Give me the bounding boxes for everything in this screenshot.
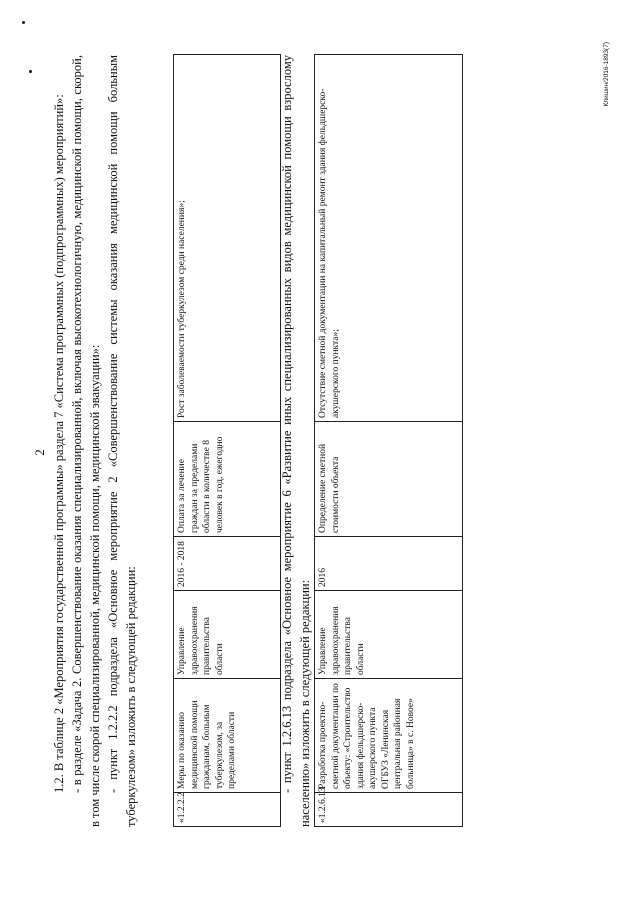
document-code: Клишин/2016-1893(7) xyxy=(603,42,610,107)
cell-result: Определение сметной стоимости объекта xyxy=(315,422,463,537)
cell-measure: Меры по оказанию медицинской помощи гражданам, больным туберкулезом, за пределами области xyxy=(174,679,281,793)
task-paragraph: - в разделе «Задача 2. Совершенствование оказания специализированной, включая высокотехнологичную, медицинской помощи, скорой, в том числе скорой специализированной, медицинской помощи, медицинской эвакуации»: xyxy=(70,55,102,827)
item-1222-paragraph: - пункт 1.2.2.2 подраздела «Основное мероприятие 2 «Совершенствование системы оказания медицинской помощи больным туберкулезом» изложить в следующей редакции: xyxy=(106,55,138,827)
table-row xyxy=(315,55,463,827)
cell-period: 2016 - 2018 xyxy=(174,537,281,591)
cell-consequence: Отсутствие сметной документации на капитальный ремонт здания фельдшерско-акушерского пункта»; xyxy=(315,55,463,422)
cell-number: «1.2.6.13 xyxy=(315,793,463,827)
page-number: 2 xyxy=(32,449,47,456)
table-row xyxy=(174,55,281,827)
cell-result: Оплата за лечение граждан за пределами области в количестве 8 человек в год, ежегодно xyxy=(174,422,281,537)
cell-consequence: Рост заболеваемости туберкулезом среди населения»; xyxy=(174,55,281,422)
item-12613-section xyxy=(278,55,314,827)
item-12613-paragraph: - пункт 1.2.6.13 подраздела «Основное мероприятие 6 «Развитие иных специализированных видов медицинской помощи взрослому населению» изложить в следующей редакции: xyxy=(280,55,312,827)
intro-section xyxy=(50,55,140,827)
table-item-1222 xyxy=(173,54,281,827)
cell-period: 2016 xyxy=(315,537,463,591)
section-heading: 1.2. В таблице 2 «Мероприятия государственной программы» раздела 7 «Система программных (подпрограммных) мероприятий»: xyxy=(52,94,66,793)
cell-measure: Разработка проектно-сметной документации по объекту: «Строительство здания фельдшерско-акушерского пункта ОГБУЗ «Ленинская центральная районная больница» в с. Новое» xyxy=(315,679,463,793)
cell-executor: Управление здравоохранения правительства области xyxy=(174,591,281,679)
cell-number: «1.2.2.2 xyxy=(174,793,281,827)
cell-executor: Управление здравоохранения правительства области xyxy=(315,591,463,679)
table-item-12613 xyxy=(314,54,463,827)
